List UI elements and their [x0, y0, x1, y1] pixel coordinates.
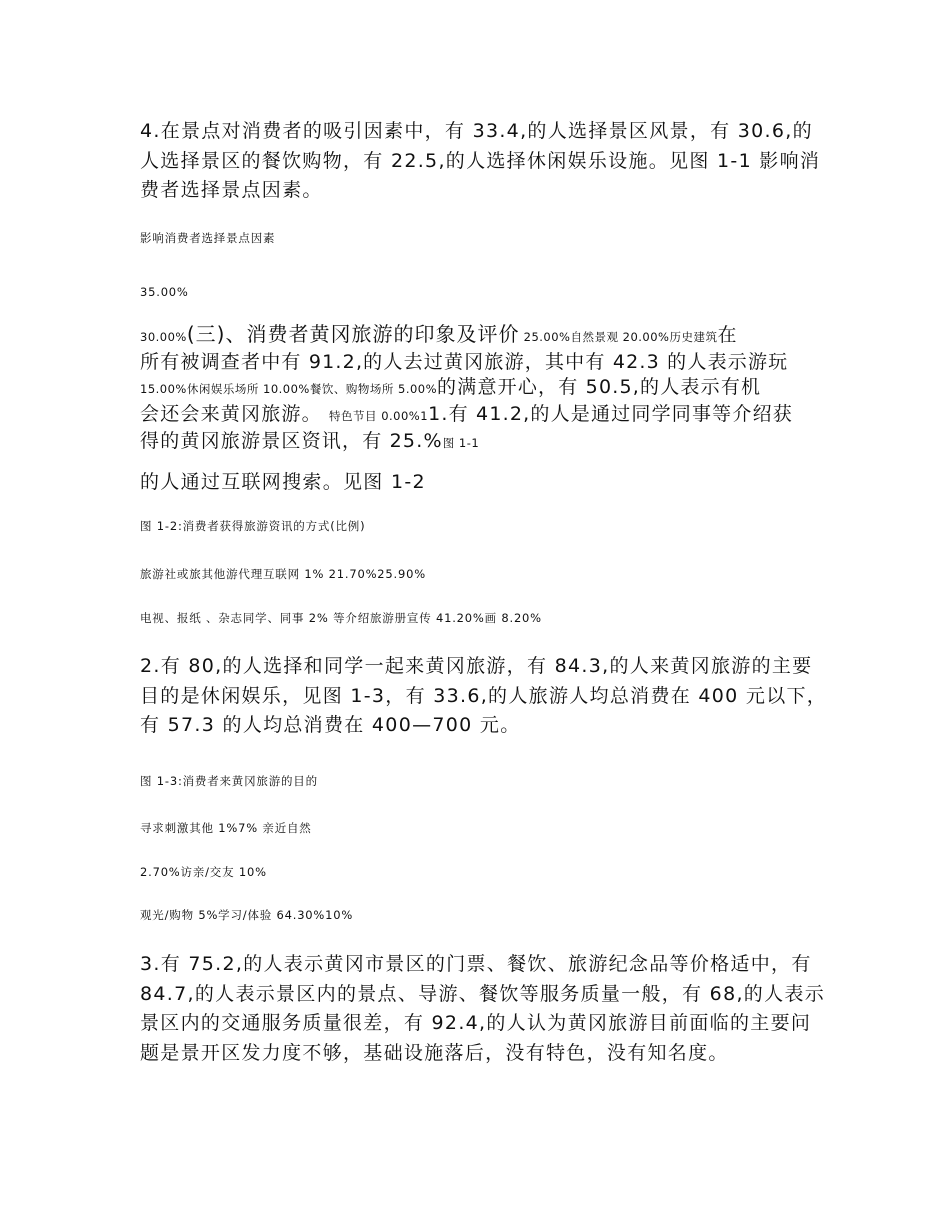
chart-legend-fragment: 25.00%自然景观 20.00%历史建筑 — [519, 330, 718, 344]
body-text-fragment: 得的黄冈旅游景区资讯，有 25.% — [140, 430, 443, 452]
body-text-fragment: 在 — [717, 324, 738, 346]
figure-1-2-title: 图 1-2:消费者获得旅游资讯的方式(比例) — [140, 519, 366, 533]
paragraph-travel-purpose: 2.有 80,的人选择和同学一起来黄冈旅游，有 84.3,的人来黄冈旅游的主要目的是休闲娱乐，见图 1-3，有 33.6,的人旅游人均总消费在 400 元以下，有 57.3 的人均总消费在 400—700 元。 — [140, 655, 828, 736]
figure-caption-fragment: 图 1-1 — [442, 436, 480, 450]
paragraph-prices-and-services: 3.有 75.2,的人表示黄冈市景区的门票、餐饮、旅游纪念品等价格适中，有 84.7,的人表示景区内的景点、导游、餐饮等服务质量一般，有 68,的人表示景区内的交通服务质量很差，有 92.4,的人认为黄冈旅游目前面临的主要问题是景开区发力度不够，基础设施落后，没有特色，没有知名度。 — [140, 953, 826, 1064]
mixed-line-3 — [140, 375, 830, 402]
figure-1-3-title: 图 1-3:消费者来黄冈旅游的目的 — [140, 774, 318, 788]
body-text-fragment: 的满意开心，有 50.5,的人表示有机 — [437, 376, 762, 398]
figure-1-3-label-line: 2.70%访亲/交友 10% — [140, 865, 267, 879]
mixed-text-block — [140, 322, 830, 456]
chart-legend-fragment: 特色节目 0.00%1 — [329, 409, 429, 423]
mixed-line-1 — [140, 322, 830, 350]
section-heading: (三)、消费者黄冈旅游的印象及评价 — [186, 322, 520, 346]
mixed-line-5 — [140, 429, 830, 456]
paragraph-attraction-factors: 4.在景点对消费者的吸引因素中，有 33.4,的人选择景区风景，有 30.6,的人选择景区的餐饮购物，有 22.5,的人选择休闲娱乐设施。见图 1-1 影响消费者选择景点因素。 — [140, 120, 821, 201]
figure-1-2-label-line: 旅游社或旅其他游代理互联网 1% 21.70%25.90% — [140, 567, 426, 581]
body-text-fragment: 1.有 41.2,的人是通过同学同事等介绍获 — [428, 403, 793, 425]
figure-1-2-label-line: 电视、报纸 、杂志同学、同事 2% 等介绍旅游册宣传 41.20%画 8.20% — [140, 611, 542, 625]
mixed-line-4 — [140, 402, 830, 429]
chart-tick-label: 30.00% — [140, 330, 187, 344]
paragraph-internet-search: 的人通过互联网搜索。见图 1-2 — [140, 471, 426, 493]
chart-1-1-tick-label: 35.00% — [140, 285, 189, 299]
figure-1-3-label-line: 寻求刺激其他 1%7% 亲近自然 — [140, 821, 312, 835]
mixed-line-2: 所有被调查者中有 91.2,的人去过黄冈旅游，其中有 42.3 的人表示游玩 — [140, 351, 789, 373]
figure-1-3-label-line: 观光/购物 5%学习/体验 64.30%10% — [140, 908, 354, 922]
chart-legend-fragment: 15.00%休闲娱乐场所 10.00%餐饮、购物场所 5.00% — [140, 382, 438, 396]
chart-1-1-title: 影响消费者选择景点因素 — [140, 231, 276, 245]
body-text-fragment: 会还会来黄冈旅游。 — [140, 403, 330, 425]
